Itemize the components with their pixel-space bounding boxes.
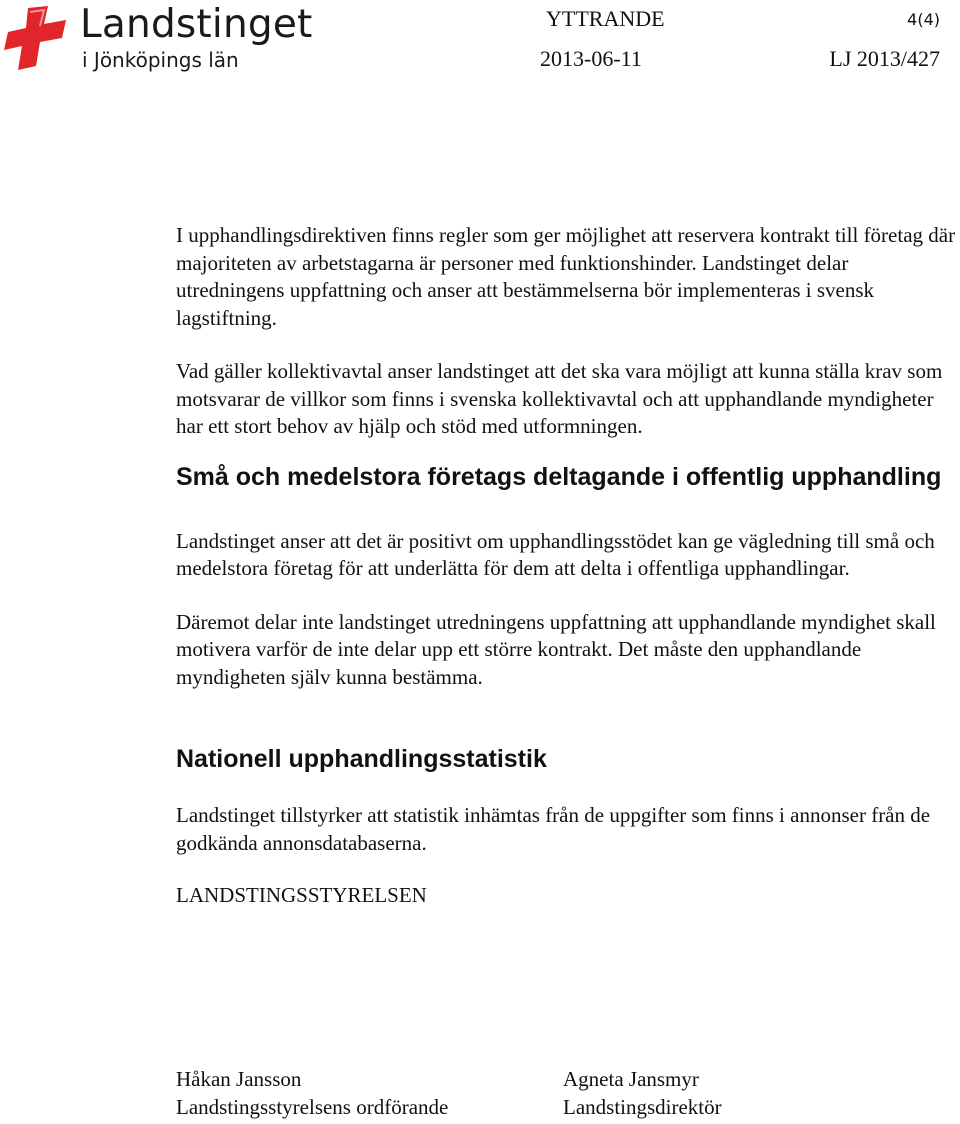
paragraph-collective-agreements: Vad gäller kollektivavtal anser landstinget att det ska vara möjligt att kunna ställa krav som motsvarar de villkor som finns i svenska kollektivavtal och att upphandlande myndigheter har ett stort behov av hjälp och stöd med utformningen.: [176, 359, 943, 438]
section-heading-statistics: Nationell upphandlingsstatistik: [176, 745, 547, 773]
signatory-title: Landstingsstyrelsens ordförande: [176, 1094, 449, 1119]
paragraph-sme-support: Landstinget anser att det är positivt om upphandlingsstödet kan ge vägledning till små och medelstora företag för att underlätta för dem att delta i offentliga upphandlingar.: [176, 528, 935, 580]
cross-logo-icon: [0, 0, 80, 80]
page-number: 4(4): [907, 10, 940, 29]
paragraph-reserved-contracts: I upphandlingsdirektiven finns regler som ger möjlighet att reservera kontrakt till företag där majoriteten av arbetstagarna är personer med funktionshinder. Landstinget delar utredningens uppfattning och anser att bestämmelserna bör implementeras i svensk lagstiftning.: [176, 223, 956, 330]
document-reference: LJ 2013/427: [829, 46, 940, 71]
signature-chair: [176, 1066, 448, 1121]
signature-director: [563, 1066, 722, 1121]
document-type: YTTRANDE: [546, 6, 665, 31]
logo-subtitle: i Jönköpings län: [82, 48, 239, 72]
organization-name: LANDSTINGSSTYRELSEN: [176, 883, 427, 907]
document-body: [176, 222, 956, 910]
document-date: 2013-06-11: [540, 46, 642, 71]
section-heading-sme: Små och medelstora företags deltagande i offentlig upphandling: [176, 462, 942, 491]
signatory-name: Agneta Jansmyr: [563, 1067, 699, 1091]
logo-title: Landstinget: [80, 2, 313, 47]
signatory-name: Håkan Jansson: [176, 1067, 302, 1091]
landstinget-logo: [0, 0, 320, 80]
signatory-title: Landstingsdirektör: [563, 1094, 722, 1119]
paragraph-contract-division: Däremot delar inte landstinget utredningens uppfattning att upphandlande myndighet skall motivera varför de inte delar upp ett större kontrakt. Det måste den upphandlande myndigheten själv kunna bestämma.: [176, 609, 936, 689]
paragraph-statistics: Landstinget tillstyrker att statistik inhämtas från de uppgifter som finns i annonser från de godkända annonsdatabaserna.: [176, 803, 931, 855]
